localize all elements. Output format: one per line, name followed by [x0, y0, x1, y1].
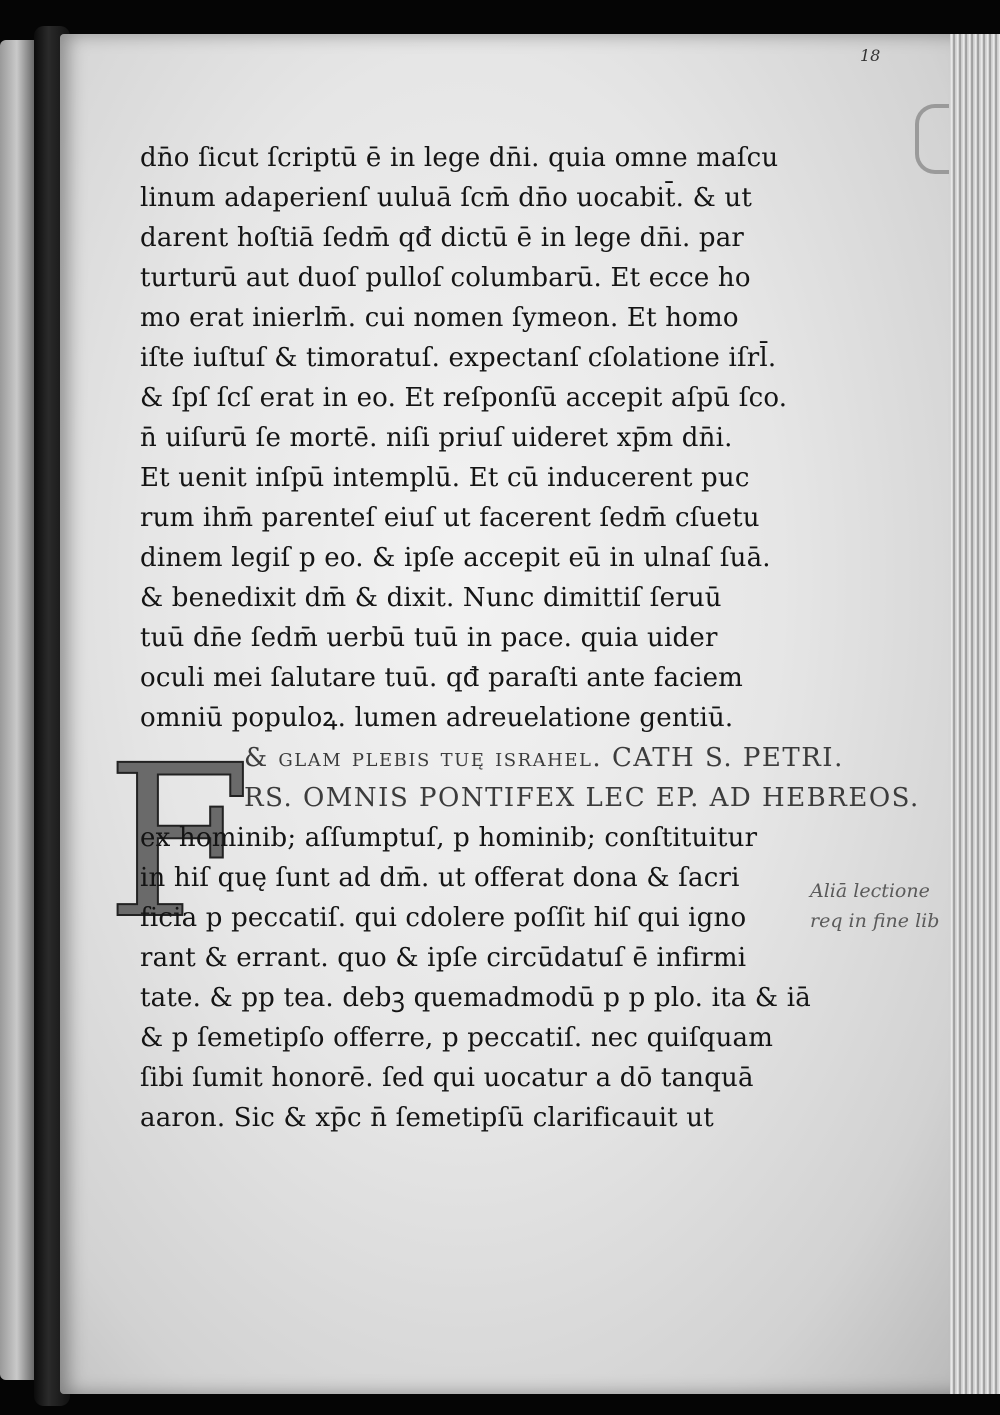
- text-line: aaron. Sic & xp̄c n̄ ſemetipſū clarificauit ut: [140, 1103, 714, 1133]
- text-line: ex hominib; aſſumptuſ, p hominib; conſtituitur: [140, 823, 758, 853]
- text-line: omniū populoꝝ. lumen adreuelatione gentiū.: [140, 703, 734, 733]
- text-line: mo erat inierlm̄. cui nomen ſymeon. Et homo: [140, 303, 739, 333]
- text-line: dinem legiſ p eo. & ipſe accepit eū in ulnaſ ſuā.: [140, 543, 771, 573]
- text-line: ficia p peccatiſ. qui cdolere poſſit hiſ qui igno: [140, 903, 747, 933]
- text-line: Et uenit inſpū intemplū. Et cū inducerent puc: [140, 463, 750, 493]
- text-line: & ſpſ ſcſ erat in eo. Et reſponſū accepit aſpū ſco.: [140, 383, 788, 413]
- text-line: oculi mei ſalutare tuū. qđ paraſti ante faciem: [140, 663, 744, 693]
- rubric-line: & glam plebiſ tuę iſrahel. CATH S. PETRI.: [244, 743, 844, 773]
- text-line: & benedixit dm̄ & dixit. Nunc dimittiſ ſeruū: [140, 583, 722, 613]
- text-line: turturū aut duoſ pulloſ columbarū. Et ecce ho: [140, 263, 751, 293]
- clasp-mark: [915, 104, 949, 174]
- text-line: iſte iuſtuſ & timoratuſ. expectanſ cſolatione iſrl̄.: [140, 343, 777, 373]
- text-line: n̄ uiſurū ſe mortē. niſi priuſ uideret xp̄m dn̄i.: [140, 423, 733, 453]
- text-line: rant & errant. quo & ipſe circūdatuſ ē infirmi: [140, 943, 747, 973]
- margin-note: [810, 876, 939, 936]
- stacked-page-edges: [950, 34, 1000, 1394]
- text-line: dn̄o ſicut ſcriptū ē in lege dn̄i. quia omne maſcu: [140, 143, 779, 173]
- text-line: linum adaperienſ uuluā ſcm̄ dn̄o uocabit̄. & ut: [140, 183, 753, 213]
- rubric-line: RS. OMNIS PONTIFEX LEC EP. AD HEBREOS.: [244, 783, 920, 813]
- decorated-initial: F: [106, 720, 252, 965]
- folio-number: 18: [860, 46, 881, 65]
- text-line: rum ihm̄ parenteſ eiuſ ut facerent ſedm̄ cſuetu: [140, 503, 760, 533]
- text-line: darent hoſtiā ſedm̄ qđ dictū ē in lege dn̄i. par: [140, 223, 745, 253]
- text-line: ſibi ſumit honorē. ſed qui uocatur a dō tanquā: [140, 1063, 754, 1093]
- text-line: tuū dn̄e ſedm̄ uerbū tuū in pace. quia uider: [140, 623, 718, 653]
- text-line: in hiſ quę ſunt ad dm̄. ut offerat dona & ſacri: [140, 863, 740, 893]
- margin-note-line: req in fine lib: [810, 910, 940, 932]
- text-line: & p ſemetipſo offerre, p peccatiſ. nec quiſquam: [140, 1023, 774, 1053]
- margin-note-line: Aliā lectione: [810, 880, 930, 902]
- text-line: tate. & pp tea. debꝫ quemadmodū p p plo. ita & iā: [140, 983, 811, 1013]
